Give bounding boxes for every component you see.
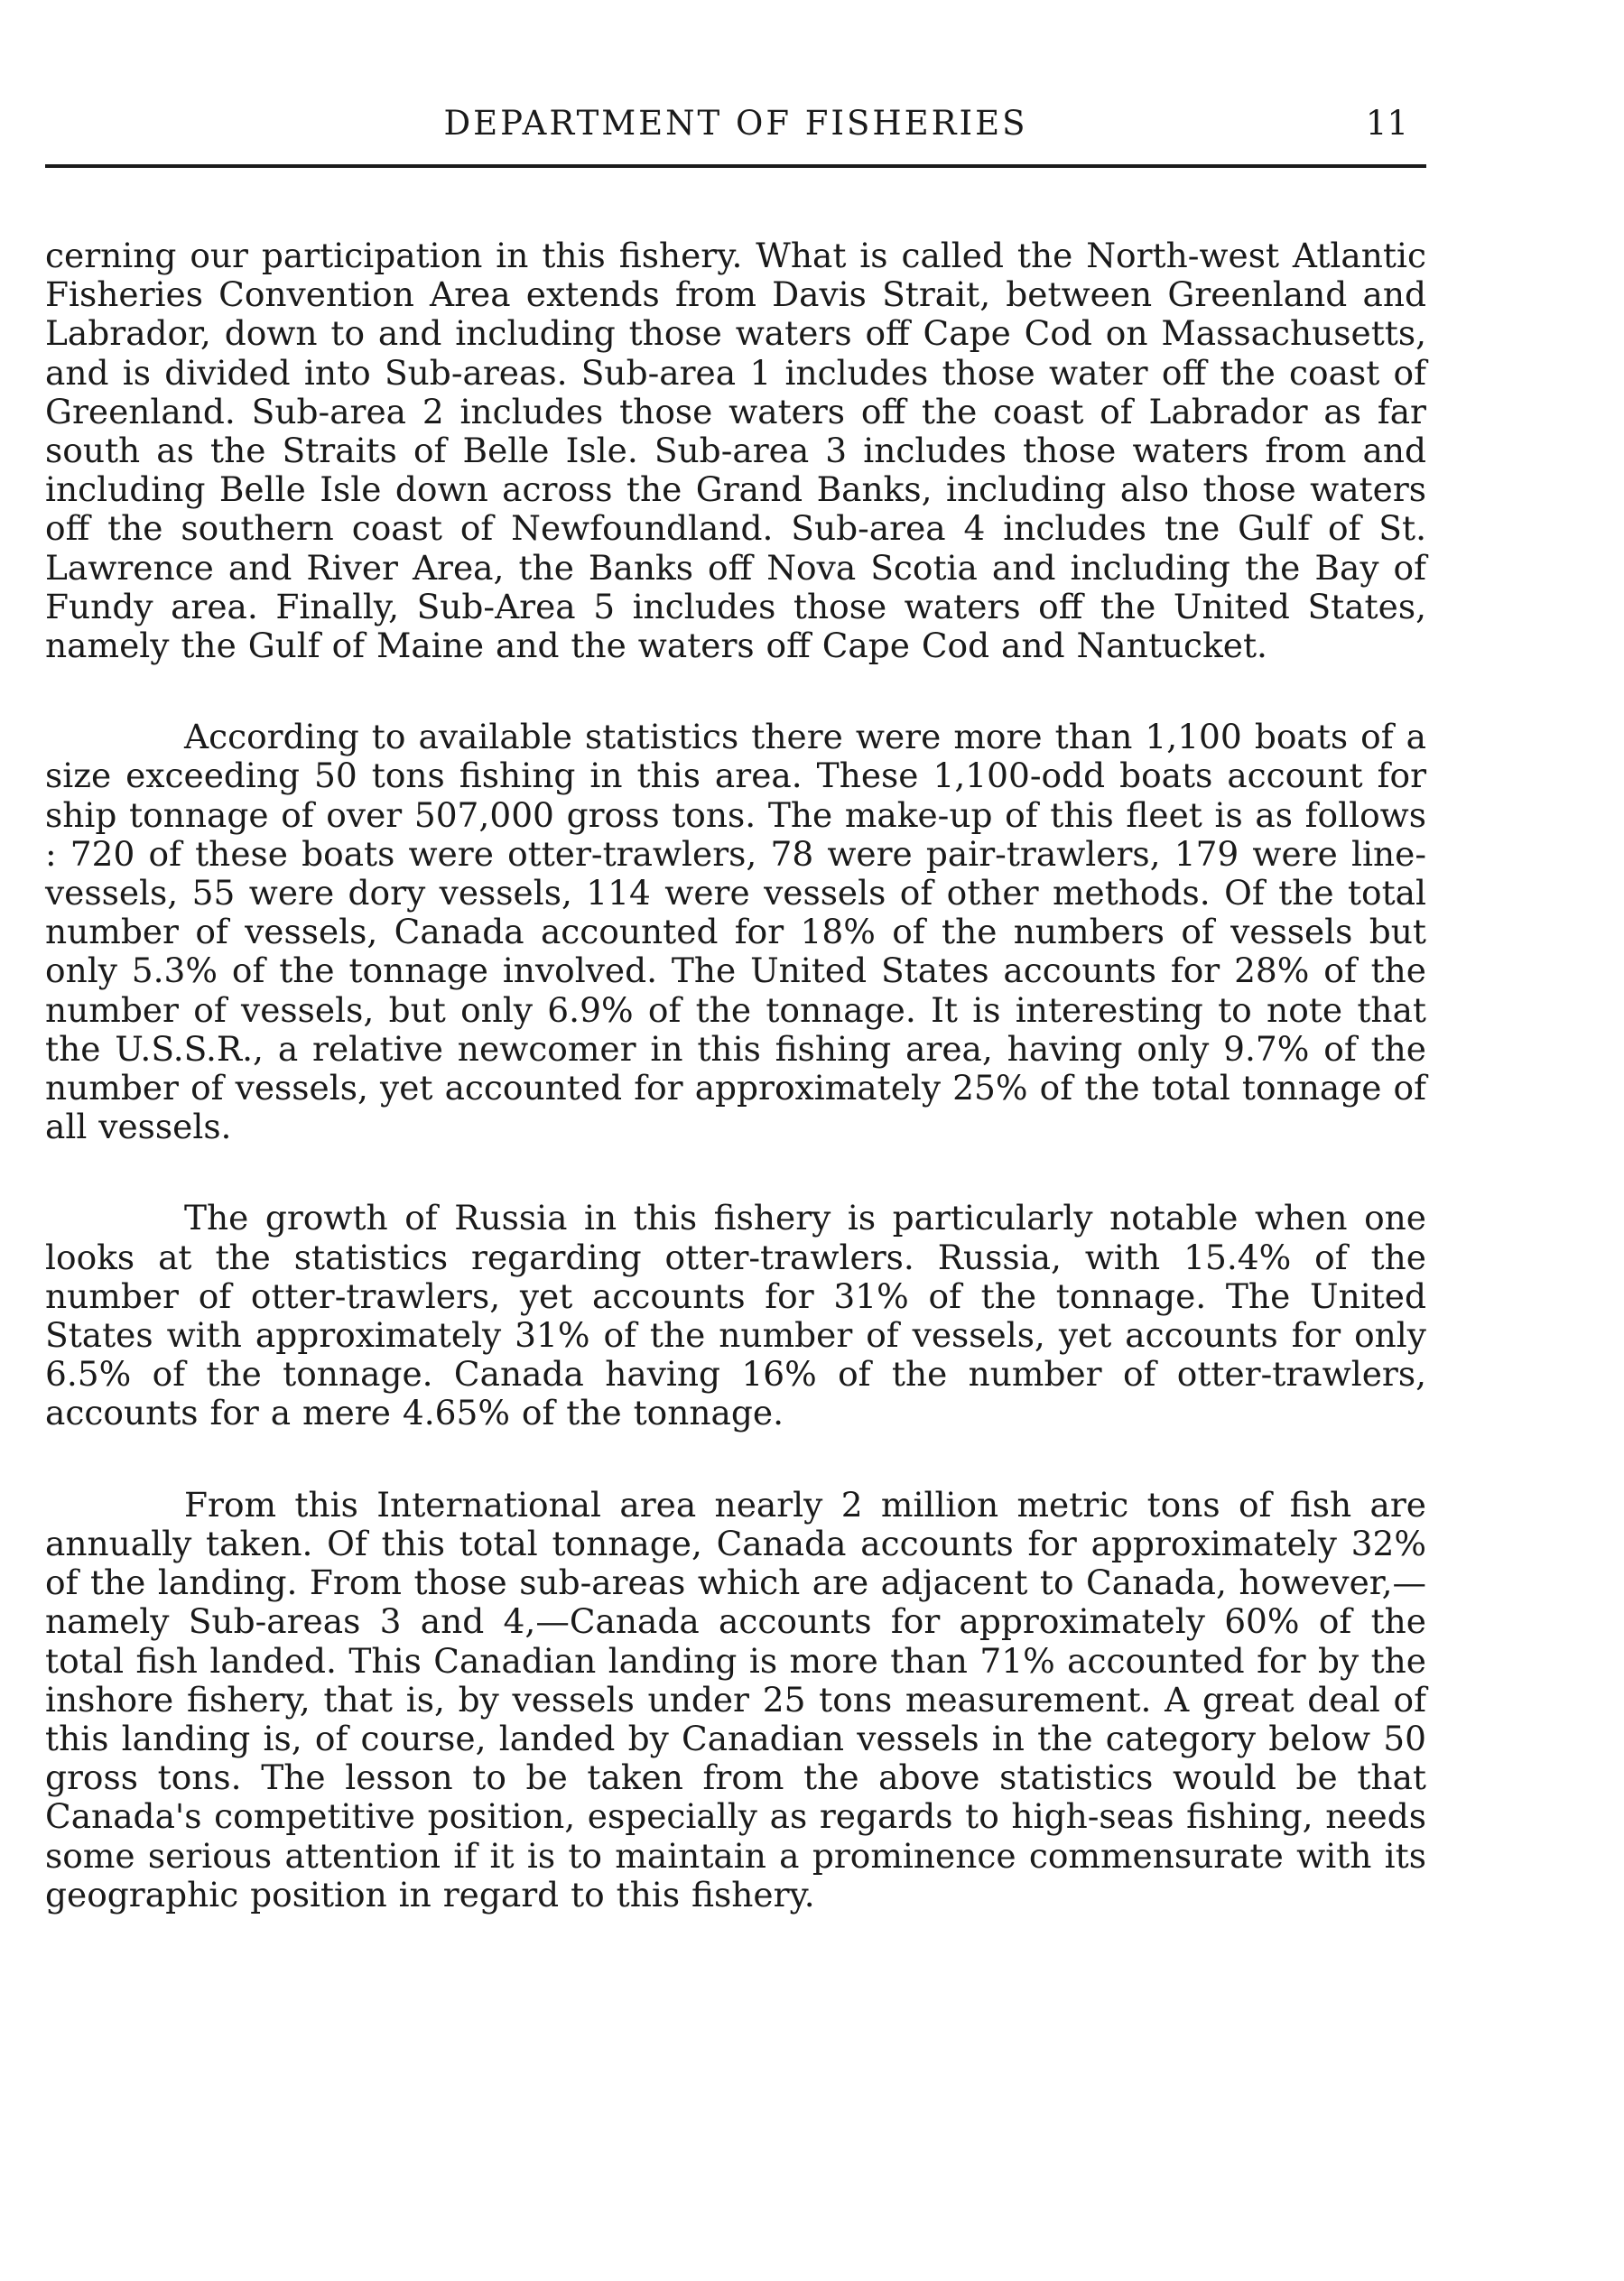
paragraph-continuation: cerning our participation in this fishery. What is called the North-west Atlantic Fisheries Convention Area extends from Davis Strait, between Greenland and Labrador, down to and including those waters off Cape Cod on Massachusetts, and is divided into Sub-areas. Sub-area 1 includes those water off the coast of Greenland. Sub-area 2 includes those waters off the coast of Labrador as far south as the Straits of Belle Isle. Sub-area 3 includes those waters from and including Belle Isle down across the Grand Banks, including also those waters off the southern coast of Newfoundland. Sub-area 4 includes tne Gulf of St. Lawrence and River Area, the Banks off Nova Scotia and including the Bay of Fundy area. Finally, Sub-Area 5 includes those waters off the United States, namely the Gulf of Maine and the waters off Cape Cod and Nantucket. (45, 236, 1426, 666)
page-number: 11 (1365, 104, 1408, 143)
paragraph-russia-growth: The growth of Russia in this fishery is particularly notable when one looks at the statistics regarding otter-trawlers. Russia, with 15.4% of the number of otter-trawlers, yet accounts for 31% of the tonnage. The United States with approximately 31% of the number of vessels, yet accounts for only 6.5% of the tonnage. Canada having 16% of the number of otter-trawlers, accounts for a mere 4.65% of the tonnage. (45, 1198, 1426, 1433)
paragraph-fleet-statistics: According to available statistics there were more than 1,100 boats of a size exceeding 50 tons fishing in this area. These 1,100-odd boats account for ship tonnage of over 507,000 gross tons. The make-up of this fleet is as follows : 720 of these boats were otter-trawlers, 78 were pair-trawlers, 179 were line-vessels, 55 were dory vessels, 114 were vessels of other methods. Of the total number of vessels, Canada accounted for 18% of the numbers of vessels but only 5.3% of the tonnage involved. The United States accounts for 28% of the number of vessels, but only 6.9% of the tonnage. It is interesting to note that the U.S.S.R., a relative newcomer in this fishing area, having only 9.7% of the number of vessels, yet accounted for approximately 25% of the total tonnage of all vessels. (45, 717, 1426, 1147)
body-text (45, 236, 1426, 1967)
header-rule (45, 164, 1426, 168)
page-content (45, 0, 1426, 2281)
paragraph-annual-catch: From this International area nearly 2 million metric tons of fish are annually taken. Of this total tonnage, Canada accounts for approximately 32% of the landing. From those sub-areas which are adjacent to Canada, however,—namely Sub-areas 3 and 4,—Canada accounts for approximately 60% of the total fish landed. This Canadian landing is more than 71% accounted for by the inshore fishery, that is, by vessels under 25 tons measurement. A great deal of this landing is, of course, landed by Canadian vessels in the category below 50 gross tons. The lesson to be taken from the above statistics would be that Canada's competitive position, especially as regards to high-seas fishing, needs some serious attention if it is to maintain a prominence commensurate with its geographic position in regard to this fishery. (45, 1484, 1426, 1915)
running-header (45, 101, 1426, 146)
running-title: DEPARTMENT OF FISHERIES (443, 104, 1028, 143)
